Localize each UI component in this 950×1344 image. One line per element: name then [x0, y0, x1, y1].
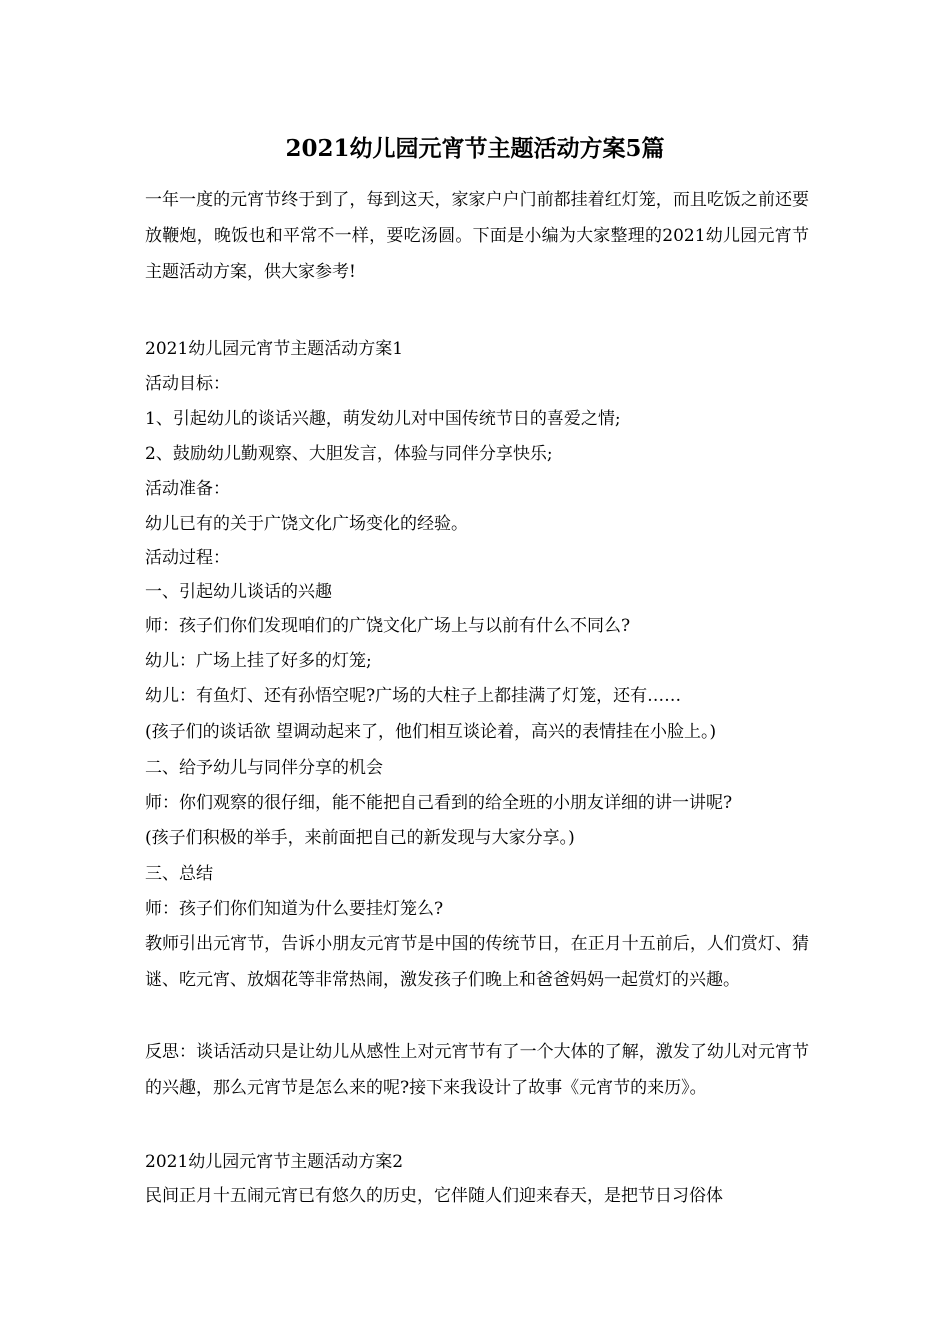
teacher-summary: 教师引出元宵节，告诉小朋友元宵节是中国的传统节日，在正月十五前后，人们赏灯、猜谜、吃元宵、放烟花等非常热闹，激发孩子们晚上和爸爸妈妈一起赏灯的兴趣。 — [145, 934, 809, 990]
goal-item-2: 2、鼓励幼儿勤观察、大胆发言，体验与同伴分享快乐; — [145, 444, 553, 464]
intro-paragraph: 一年一度的元宵节终于到了，每到这天，家家户户门前都挂着红灯笼，而且吃饭之前还要放鞭炮，晚饭也和平常不一样，要吃汤圆。下面是小编为大家整理的2021幼儿园元宵节主题活动方案，供大家参考! — [145, 190, 809, 282]
plan-2-text: 民间正月十五闹元宵已有悠久的历史，它伴随人们迎来春天，是把节日习俗体 — [145, 1186, 723, 1206]
teacher-question-3: 师：孩子们你们知道为什么要挂灯笼么? — [145, 899, 444, 919]
note-1: (孩子们的谈话欲 望调动起来了，他们相互谈论着，高兴的表情挂在小脸上。) — [145, 722, 717, 742]
plan-1-heading: 2021幼儿园元宵节主题活动方案1 — [145, 339, 404, 359]
plan-2-heading: 2021幼儿园元宵节主题活动方案2 — [145, 1152, 404, 1172]
prep-heading: 活动准备： — [145, 479, 230, 499]
child-answer-2: 幼儿：有鱼灯、还有孙悟空呢?广场的大柱子上都挂满了灯笼，还有…… — [145, 686, 682, 706]
step-3-heading: 三、总结 — [145, 864, 213, 884]
process-heading: 活动过程： — [145, 548, 230, 568]
reflection: 反思：谈话活动只是让幼儿从感性上对元宵节有了一个大体的了解，激发了幼儿对元宵节的兴趣，那么元宵节是怎么来的呢?接下来我设计了故事《元宵节的来历》。 — [145, 1042, 809, 1098]
step-2-heading: 二、给予幼儿与同伴分享的机会 — [145, 758, 383, 778]
goal-heading: 活动目标： — [145, 374, 230, 394]
teacher-question-1: 师：孩子们你们发现咱们的广饶文化广场上与以前有什么不同么? — [145, 616, 631, 636]
goal-item-1: 1、引起幼儿的谈话兴趣，萌发幼儿对中国传统节日的喜爱之情; — [145, 409, 621, 429]
note-2: (孩子们积极的举手，来前面把自己的新发现与大家分享。) — [145, 828, 575, 848]
teacher-question-2: 师：你们观察的很仔细，能不能把自己看到的给全班的小朋友详细的讲一讲呢? — [145, 793, 733, 813]
prep-item-1: 幼儿已有的关于广饶文化广场变化的经验。 — [145, 514, 468, 534]
document-title: 2021幼儿园元宵节主题活动方案5篇 — [285, 135, 665, 162]
step-1-heading: 一、引起幼儿谈话的兴趣 — [145, 582, 332, 602]
child-answer-1: 幼儿：广场上挂了好多的灯笼; — [145, 651, 372, 671]
